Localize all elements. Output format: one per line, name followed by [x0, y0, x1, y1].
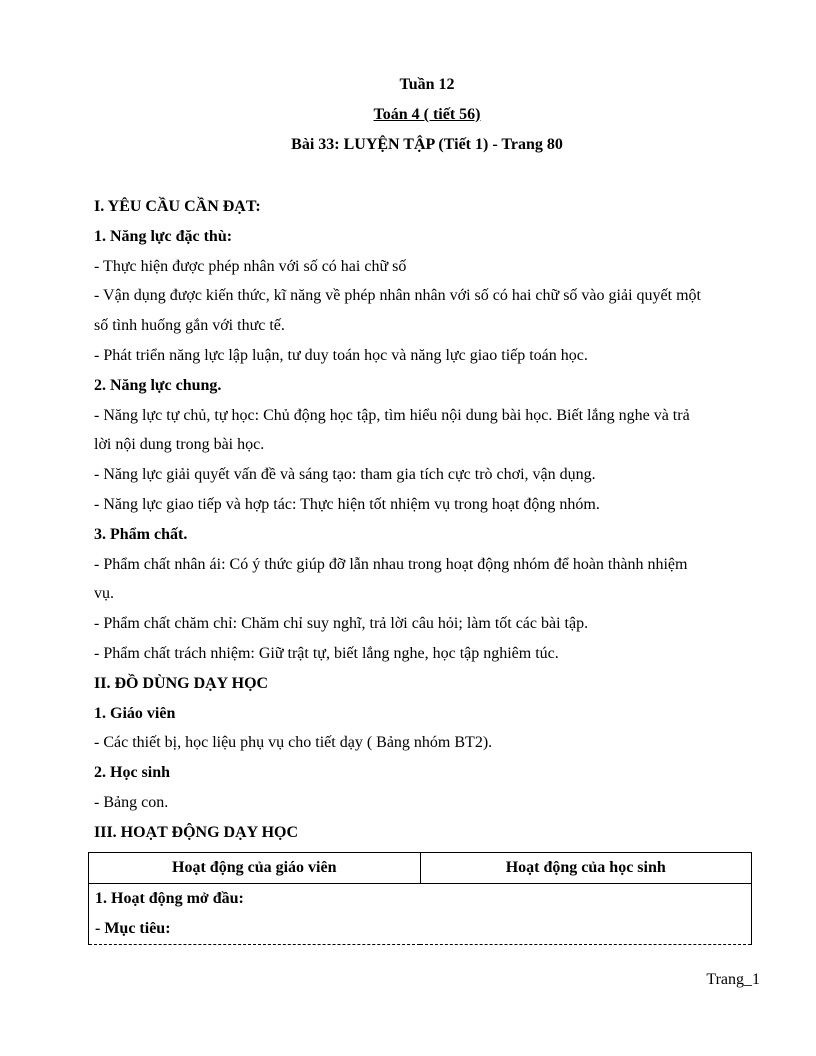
section-heading: 2. Năng lực chung. [94, 376, 222, 394]
student-column-header: Hoạt động của học sinh [420, 853, 752, 884]
section-heading: I. YÊU CẦU CẦN ĐẠT: [94, 198, 261, 215]
section-heading: 3. Phẩm chất. [94, 525, 188, 543]
body-line: - Vận dụng được kiến thức, kĩ năng về phép nhân nhân với số có hai chữ số vào giải quyết một [94, 287, 701, 305]
body-line: - Năng lực giao tiếp và hợp tác: Thực hiện tốt nhiệm vụ trong hoạt động nhóm. [94, 495, 600, 513]
table-row-opening-activity: 1. Hoạt động mở đầu: [89, 884, 752, 914]
body-line: - Phẩm chất chăm chỉ: Chăm chỉ suy nghĩ, trả lời câu hỏi; làm tốt các bài tập. [94, 615, 589, 633]
body-line: - Phẩm chất nhân ái: Có ý thức giúp đỡ lẫn nhau trong hoạt động nhóm để hoàn thành nhiệm [94, 555, 688, 573]
subject-title [94, 106, 760, 124]
subject-title-text: Toán 4 ( tiết 56) [373, 106, 481, 123]
section-heading: II. ĐỒ DÙNG DẠY HỌC [94, 674, 269, 692]
table-row-objective: - Mục tiêu: [89, 914, 752, 944]
section-heading: 1. Giáo viên [94, 704, 176, 722]
page-number: Trang_1 [706, 971, 760, 988]
teacher-column-header: Hoạt động của giáo viên [89, 853, 421, 884]
section-heading: 1. Năng lực đặc thù: [94, 227, 233, 245]
body-line: - Năng lực tự chủ, tự học: Chủ động học tập, tìm hiểu nội dung bài học. Biết lắng nghe và trả [94, 406, 690, 424]
body-line: - Bảng con. [94, 793, 169, 811]
document-body [94, 192, 760, 848]
body-line: - Các thiết bị, học liệu phụ vụ cho tiết dạy ( Bảng nhóm BT2). [94, 734, 493, 752]
week-title: Tuần 12 [399, 76, 455, 93]
body-line: số tình huống gắn với thưc tế. [94, 317, 285, 335]
section-heading: 2. Học sinh [94, 764, 171, 782]
body-line: - Năng lực giải quyết vấn đề và sáng tạo: tham gia tích cực trò chơi, vận dụng. [94, 466, 596, 484]
section-heading: III. HOẠT ĐỘNG DẠY HỌC [94, 823, 299, 841]
body-line: vụ. [94, 585, 114, 603]
activities-table [88, 852, 752, 945]
lesson-title: Bài 33: LUYỆN TẬP (Tiết 1) - Trang 80 [291, 136, 563, 153]
body-line: lời nội dung trong bài học. [94, 436, 265, 454]
body-line: - Thực hiện được phép nhân với số có hai chữ số [94, 257, 407, 275]
body-line: - Phát triển năng lực lập luận, tư duy toán học và năng lực giao tiếp toán học. [94, 346, 588, 364]
body-line: - Phẩm chất trách nhiệm: Giữ trật tự, biết lắng nghe, học tập nghiêm túc. [94, 644, 559, 662]
